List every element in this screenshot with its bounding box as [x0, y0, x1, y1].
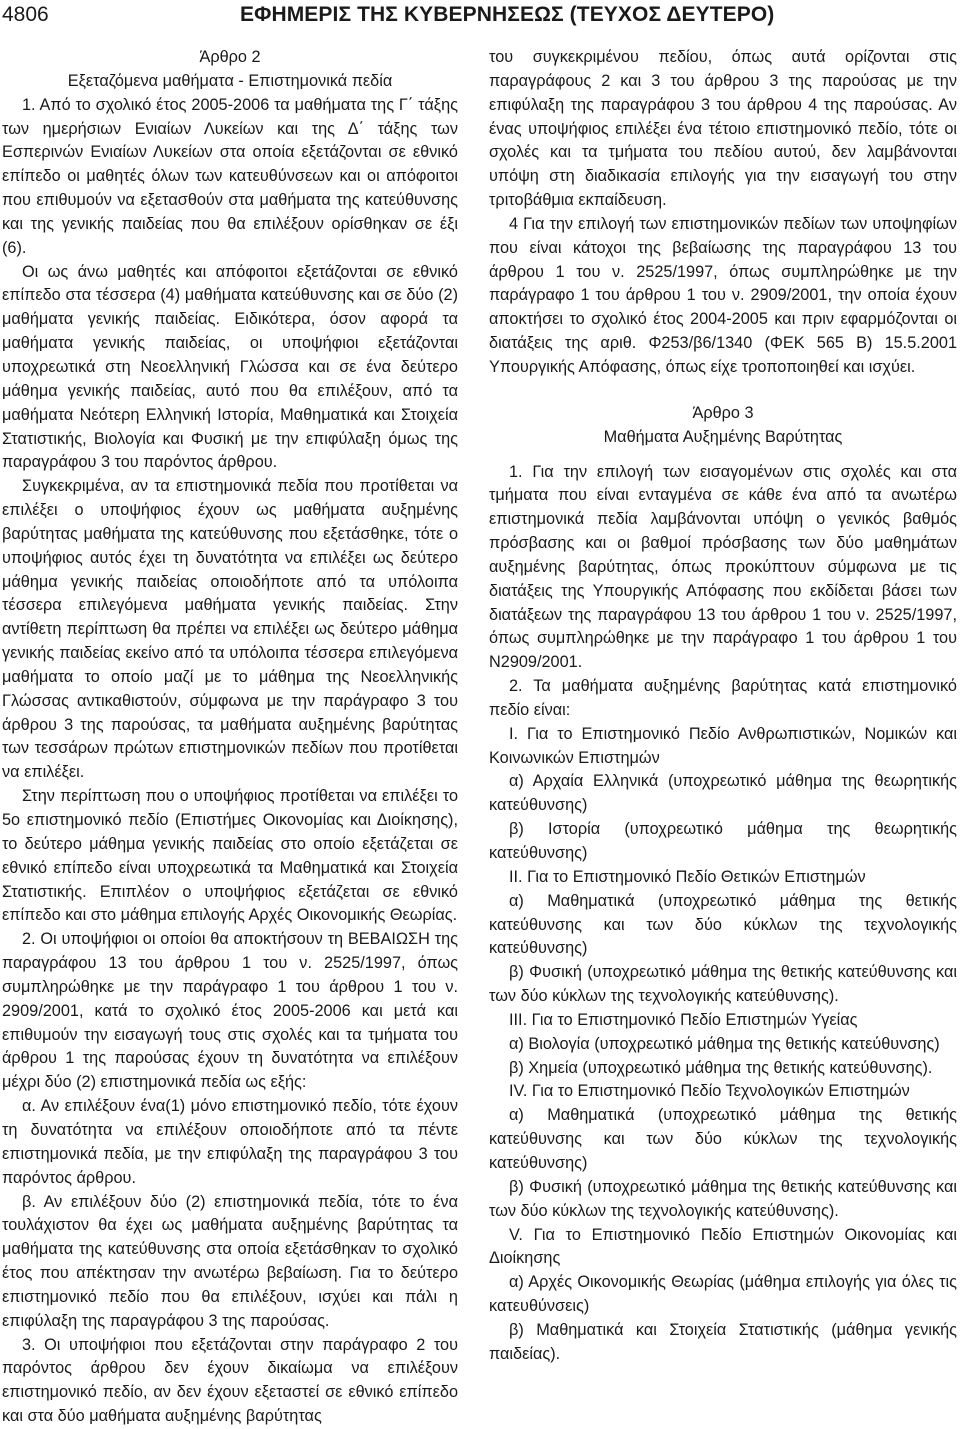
list-item: ΙV. Για το Επιστημονικό Πεδίο Τεχνολογικών Επιστημών [509, 1082, 910, 1101]
list-item: ΙΙΙ. Για το Επιστημονικό Πεδίο Επιστημών Υγείας [509, 1010, 858, 1029]
paragraph: Συγκεκριμένα, αν τα επιστημονικά πεδία που προτίθεται να επιλέξει ο υποψήφιος έχουν ως μαθήματα αυξημένης βαρύτητας μαθήματα της κατεύθυνσης που εξετάσθηκε, τότε ο υποψήφιος αυτός έχει τη δυνατότητα να επιλέξει ως δεύτερο μάθημα γενικής παιδείας οποιοδήποτε από τα υπόλοιπα τέσσερα επιλεγόμενα μαθήματα γενικής παιδείας. Στην αντίθετη περίπτωση θα πρέπει να επιλέξει ως δεύτερο μάθημα γενικής παιδείας εκείνο από τα υπόλοιπα τέσσερα επιλεγόμενα μαθήματα το οποίο μαζί με το μάθημα της Νεοελληνικής Γλώσσας αντικαθιστούν, σύμφωνα με την παράγραφο 3 του άρθρου 3 της παρούσας, τα μαθήματα αυξημένης βαρύτητας των τεσσάρων πρώτων επιστημονικών πεδίων που προτίθεται να επιλέξει. [2, 477, 458, 782]
paragraph: α. Αν επιλέξουν ένα(1) μόνο επιστημονικό πεδίο, τότε έχουν τη δυνατότητα να επιλέξουν οποιοδήποτε από τα πέντε επιστημονικά πεδία, με την επιφύλαξη της παραγράφου 3 του παρόντος άρθρου. [2, 1097, 458, 1187]
list-item: Ι. Για το Επιστημονικό Πεδίο Ανθρωπιστικών, Νομικών και Κοινωνικών Επιστημών [489, 724, 957, 767]
paragraph: 2. Οι υποψήφιοι οι οποίοι θα αποκτήσουν τη ΒΕΒΑΙΩΣΗ της παραγράφου 13 του άρθρου 1 του ν. 2525/1997, όπως συμπληρώθηκε με την παράγραφο 1 του άρθρου 1 του ν. 2909/2001, κατά το σχολικό έτος 2005-2006 και μετά και επιθυμούν την εισαγωγή τους στις σχολές και τα τμήματα του άρθρου 1 της παρούσας έχουν τη δυνατότητα να επιλέξουν μέχρι δύο (2) επιστημονικά πεδία ως εξής: [2, 930, 458, 1092]
list-item: α) Μαθηματικά (υποχρεωτικό μάθημα της θετικής κατεύθυνσης και των δύο κύκλων της τεχνολογικής κατεύθυνσης) [489, 1106, 957, 1172]
list-item: β) Φυσική (υποχρεωτικό μάθημα της θετικής κατεύθυνσης και των δύο κύκλων της τεχνολογικής κατεύθυνσης). [489, 1177, 957, 1220]
paragraph: 1. Από το σχολικό έτος 2005-2006 τα μαθήματα της Γ΄ τάξης των ημερήσιων Ενιαίων Λυκείων και της Δ΄ τάξης των Εσπερινών Ενιαίων Λυκείων στα οποία εξετάζονται σε εθνικό επίπεδο οι μαθητές όλων των κατευθύνσεων και οι απόφοιτοι που επιθυμούν να εξετασθούν στα μαθήματα της κατεύθυνσης και της γενικής παιδείας που θα επιλέξουν ορίσθηκαν σε έξι (6). [2, 95, 458, 257]
article-3-title: Μαθήματα Αυξημένης Βαρύτητας [603, 427, 843, 446]
paragraph: 4 Για την επιλογή των επιστημονικών πεδίων των υποψηφίων που είναι κάτοχοι της βεβαίωσης της παραγράφου 13 του άρθρου 1 του ν. 2525/1997, όπως συμπληρώθηκε με την παράγραφο 1 του άρθρου 1 του ν. 2909/2001, την οποία έχουν αποκτήσει το σχολικό έτος 2004-2005 και πριν εφαρμόζονται οι διατάξεις της αριθ. Φ253/β6/1340 (ΦΕΚ 565 Β) 15.5.2001 Υπουργικής Απόφασης, όπως είχε τροποποιηθεί και ισχύει. [489, 214, 957, 376]
list-item: β) Ιστορία (υποχρεωτικό μάθημα της θεωρητικής κατεύθυνσης) [489, 820, 957, 862]
list-item: ΙΙ. Για το Επιστημονικό Πεδίο Θετικών Επιστημών [509, 867, 866, 886]
page-number: 4806 [2, 3, 49, 26]
journal-title: ΕΦΗΜΕΡΙΣ ΤΗΣ ΚΥΒΕΡΝΗΣΕΩΣ (ΤΕΥΧΟΣ ΔΕΥΤΕΡΟ) [240, 3, 775, 26]
paragraph: του συγκεκριμένου πεδίου, όπως αυτά ορίζονται στις παραγράφους 2 και 3 του άρθρου 3 της παρούσας με την επιφύλαξη της παραγράφου 3 του άρθρου 4 της παρούσας. Αν ένας υποψήφιος επιλέξει ένα τέτοιο επιστημονικό πεδίο, τότε οι σχολές και τα τμήματα του πεδίου αυτού, δεν λαμβάνονται υπόψη στη διαδικασία επιλογής για την εισαγωγή του στην τριτοβάθμια εκπαίδευση. [489, 48, 957, 210]
left-column [2, 46, 458, 1429]
list-item: β) Χημεία (υποχρεωτικό μάθημα της θετικής κατεύθυνσης). [509, 1058, 933, 1077]
paragraph: Στην περίπτωση που ο υποψήφιος προτίθεται να επιλέξει το 5ο επιστημονικό πεδίο (Επιστήμες Οικονομίας και Διοίκησης), το δεύτερο μάθημα γενικής παιδείας στο οποίο εξετάζεται σε εθνικό επίπεδο είναι υποχρεωτικά τα Μαθηματικά και Στοιχεία Στατιστικής. Επιπλέον ο υποψήφιος εξετάζεται σε εθνικό επίπεδο και στο μάθημα επιλογής Αρχές Οικονομικής Θεωρίας. [2, 787, 458, 925]
article-3-number: Άρθρο 3 [692, 403, 754, 422]
right-column [489, 46, 957, 1367]
paragraph: 2. Τα μαθήματα αυξημένης βαρύτητας κατά επιστημονικό πεδίο είναι: [489, 677, 957, 719]
paragraph: Οι ως άνω μαθητές και απόφοιτοι εξετάζονται σε εθνικό επίπεδο στα τέσσερα (4) μαθήματα κατεύθυνσης και σε δύο (2) μαθήματα γενικής παιδείας. Ειδικότερα, όσον αφορά τα μαθήματα γενικής παιδείας, οι υποψήφιοι εξετάζονται υποχρεωτικά στη Νεοελληνική Γλώσσα και σε ένα δεύτερο μάθημα γενικής παιδείας, αυτό που θα επιλέξουν, από τα μαθήματα Νεότερη Ελληνική Ιστορία, Μαθηματικά και Στοιχεία Στατιστικής, Βιολογία και Φυσική με την επιφύλαξη όμως της παραγράφου 3 του παρόντος άρθρου. [2, 262, 458, 472]
list-item: α) Μαθηματικά (υποχρεωτικό μάθημα της θετικής κατεύθυνσης και των δύο κύκλων της τεχνολογικής κατεύθυνσης) [489, 891, 957, 958]
paragraph: 3. Οι υποψήφιοι που εξετάζονται στην παράγραφο 2 του παρόντος άρθρου δεν έχουν δικαίωμα να επιλέξουν επιστημονικό πεδίο, αν δεν έχουν εξεταστεί σε εθνικό επίπεδο και στα δύο μαθήματα αυξημένης βαρύτητας [2, 1335, 458, 1426]
article-2-title: Εξεταζόμενα μαθήματα - Επιστημονικά πεδία [67, 71, 393, 90]
paragraph: β. Αν επιλέξουν δύο (2) επιστημονικά πεδία, τότε το ένα τουλάχιστον θα έχει ως μαθήματα αυξημένης βαρύτητας τα μαθήματα της κατεύθυνσης στα οποία εξετάσθηκαν το σχολικό έτος που απέκτησαν την ανωτέρω βεβαίωση. Για το δεύτερο επιστημονικό πεδίο που θα επιλέξουν, ισχύει και πάλι η επιφύλαξη της παραγράφου 3 της παρούσας. [2, 1192, 458, 1330]
paragraph: 1. Για την επιλογή των εισαγομένων στις σχολές και στα τμήματα που είναι ενταγμένα σε κάθε ένα από τα ανωτέρω επιστημονικά πεδία λαμβάνονται υπόψη ο γενικός βαθμός πρόσβασης και οι βαθμοί πρόσβασης των δύο μαθημάτων αυξημένης βαρύτητας, όπως προκύπτουν σύμφωνα με τις διατάξεις της Υπουργικής Απόφασης που εκδίδεται βάσει των διατάξεων της παραγράφου 13 του άρθρου 1 του ν. 2525/1997, όπως συμπληρώθηκε με την παράγραφο 1 του άρθρου 1 του Ν2909/2001. [489, 462, 957, 672]
spacer [489, 450, 957, 461]
list-item: α) Αρχές Οικονομικής Θεωρίας (μάθημα επιλογής για όλες τις κατευθύνσεις) [489, 1273, 957, 1316]
list-item: α) Βιολογία (υποχρεωτικό μάθημα της θετικής κατεύθυνσης) [509, 1034, 940, 1053]
list-item: β) Φυσική (υποχρεωτικό μάθημα της θετικής κατεύθυνσης και των δύο κύκλων της τεχνολογικής κατεύθυνσης). [489, 963, 957, 1006]
spacer [489, 380, 957, 402]
list-item: α) Αρχαία Ελληνικά (υποχρεωτικό μάθημα της θεωρητικής κατεύθυνσης) [489, 772, 957, 815]
article-2-number: Άρθρο 2 [199, 48, 261, 66]
list-item: V. Για το Επιστημονικό Πεδίο Επιστημών Οικονομίας και Διοίκησης [489, 1225, 957, 1268]
page-header [0, 0, 960, 34]
list-item: β) Μαθηματικά και Στοιχεία Στατιστικής (μάθημα γενικής παιδείας). [489, 1320, 957, 1363]
